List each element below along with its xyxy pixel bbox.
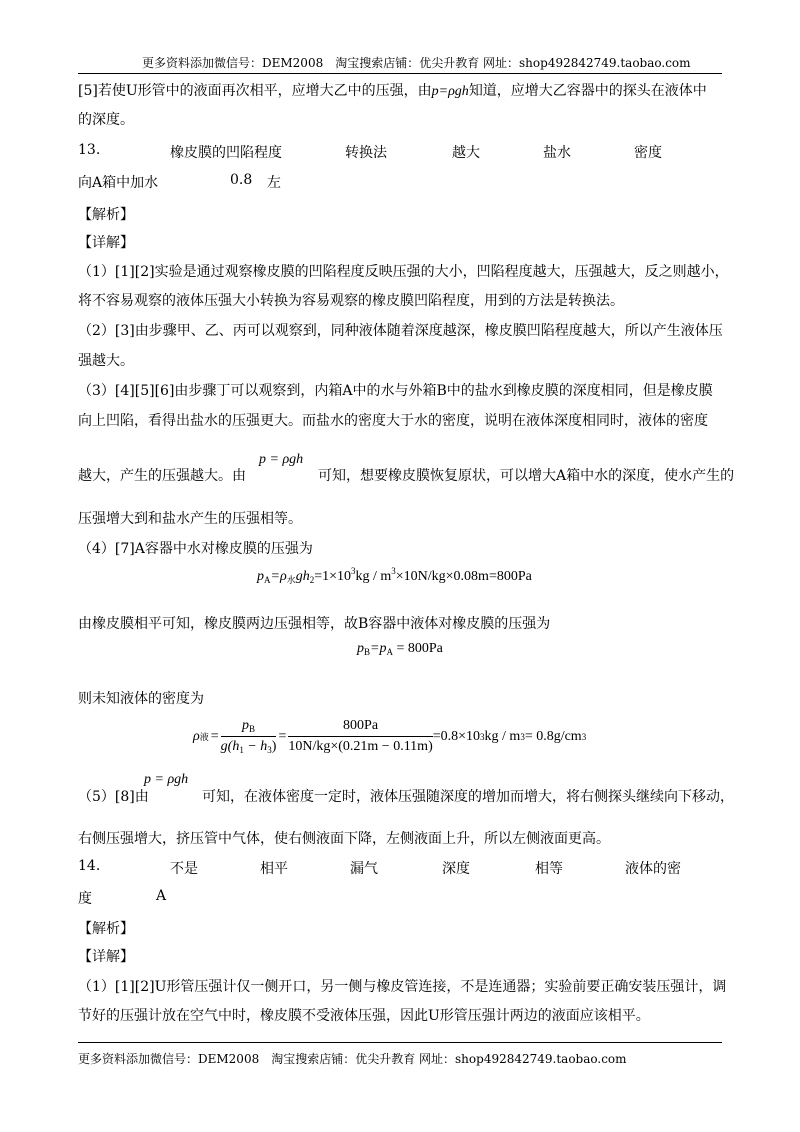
- answer-item: A: [156, 888, 167, 904]
- paragraph-line: （3）[4][5][6]由步骤丁可以观察到，内箱A中的水与外箱B中的盐水到橡皮膜的深度相同，但是橡皮膜: [78, 383, 713, 399]
- fraction-pb-over-gh: $\frac{p_B}{g(h_1 - h_3)}$: [220, 718, 277, 755]
- paragraph-line: 压强增大到和盐水产生的压强相等。: [78, 511, 302, 527]
- answer-item: 左: [267, 175, 281, 191]
- page-footer: 更多资料添加微信号：DEM2008 淘宝搜索店铺：优尖升教育 网址：shop492842749.taobao.com: [78, 1052, 627, 1066]
- fraction-numeric: $\frac{800Pa}{10N/kg\times(0.21m - 0.11m)}$: [288, 718, 433, 754]
- paragraph-line: 节好的压强计放在空气中时，橡皮膜不受液体压强，因此U形管压强计两边的液面应该相平。: [78, 1008, 650, 1024]
- paragraph-line: 由橡皮膜相平可知，橡皮膜两边压强相等，故B容器中液体对橡皮膜的压强为: [78, 616, 551, 632]
- answer-item: 橡皮膜的凹陷程度: [170, 145, 282, 161]
- section-label-detail: 【详解】: [78, 949, 134, 965]
- paragraph-line: 将不容易观察的液体压强大小转换为容易观察的橡皮膜凹陷程度，用到的方法是转换法。: [78, 293, 624, 309]
- header-divider: [78, 73, 722, 74]
- answer-item: 相平: [260, 861, 288, 877]
- paragraph-line: 向上凹陷，看得出盐水的压强更大。而盐水的密度大于水的密度，说明在液体深度相同时，液体的密度: [78, 413, 708, 429]
- answer-item: 转换法: [345, 145, 387, 161]
- answer-item: 相等: [535, 861, 563, 877]
- formula-p-rho-g-h: p = ρgh: [144, 772, 189, 787]
- answer-item: 向A箱中加水: [78, 175, 159, 191]
- paragraph-line: （5）[8]由: [78, 789, 149, 805]
- answer-item: 不是: [170, 861, 198, 877]
- paragraph-line: 的深度。: [78, 112, 134, 128]
- answer-item: 盐水: [543, 145, 571, 161]
- paragraph-line: （4）[7]A容器中水对橡皮膜的压强为: [78, 541, 313, 557]
- formula-pressure-a: $p_A=\rho_水gh_2=1\times 10^3kg / m^3\times 10N/kg\times 0.08m=800Pa$: [257, 566, 532, 585]
- formula-pressure-b: $p_B=p_A = 800Pa$: [357, 641, 443, 657]
- paragraph-line: 则未知液体的密度为: [78, 691, 204, 707]
- question-number: 13.: [78, 142, 101, 158]
- answer-item: 漏气: [350, 861, 378, 877]
- paragraph-line: 右侧压强增大，挤压管中气体，使右侧液面下降，左侧液面上升，所以左侧液面更高。: [78, 831, 610, 847]
- question-number: 14.: [78, 858, 101, 874]
- paragraph-line: （1）[1][2]实验是通过观察橡皮膜的凹陷程度反映压强的大小，凹陷程度越大，压强越大，反之则越小，: [78, 264, 729, 280]
- answer-item: 越大: [452, 145, 480, 161]
- footer-divider: [78, 1042, 722, 1043]
- answer-item: 深度: [442, 861, 470, 877]
- paragraph-line: 强越大。: [78, 353, 134, 369]
- section-label-analysis: 【解析】: [78, 921, 134, 937]
- page-header: 更多资料添加微信号：DEM2008 淘宝搜索店铺：优尖升教育 网址：shop492842749.taobao.com: [142, 56, 691, 70]
- section-label-detail: 【详解】: [78, 235, 134, 251]
- section-label-analysis: 【解析】: [78, 207, 134, 223]
- answer-item: 密度: [634, 145, 662, 161]
- paragraph-line: 可知，在液体密度一定时，液体压强随深度的增加而增大，将右侧探头继续向下移动，: [202, 789, 734, 805]
- paragraph-line: （2）[3]由步骤甲、乙、丙可以观察到，同种液体随着深度越深，橡皮膜凹陷程度越大，所以产生液体压: [78, 323, 723, 339]
- answer-item: 0.8: [230, 172, 253, 188]
- answer-item: 度: [78, 891, 92, 907]
- answer-item: 液体的密: [625, 861, 681, 877]
- formula-density: ρ 液 = $\frac{p_B}{g(h_1 - h_3)}$ = $\frac{800Pa}{10N/kg\times(0.21m - 0.11m)}$ =0.8×10 3 kg / m 3 = 0.8g/cm 3: [193, 718, 587, 755]
- paragraph-line: （1）[1][2]U形管压强计仅一侧开口，另一侧与橡皮管连接，不是连通器；实验前要正确安装压强计，调: [78, 979, 727, 995]
- paragraph-line: [5]若使U形管中的液面再次相平，应增大乙中的压强，由p=ρgh知道，应增大乙容器中的探头在液体中: [78, 83, 707, 99]
- paragraph-line: 可知，想要橡皮膜恢复原状，可以增大A箱中水的深度，使水产生的: [318, 468, 735, 484]
- formula-p-rho-g-h: p = ρgh: [259, 452, 304, 467]
- paragraph-line: 越大，产生的压强越大。由: [78, 468, 246, 484]
